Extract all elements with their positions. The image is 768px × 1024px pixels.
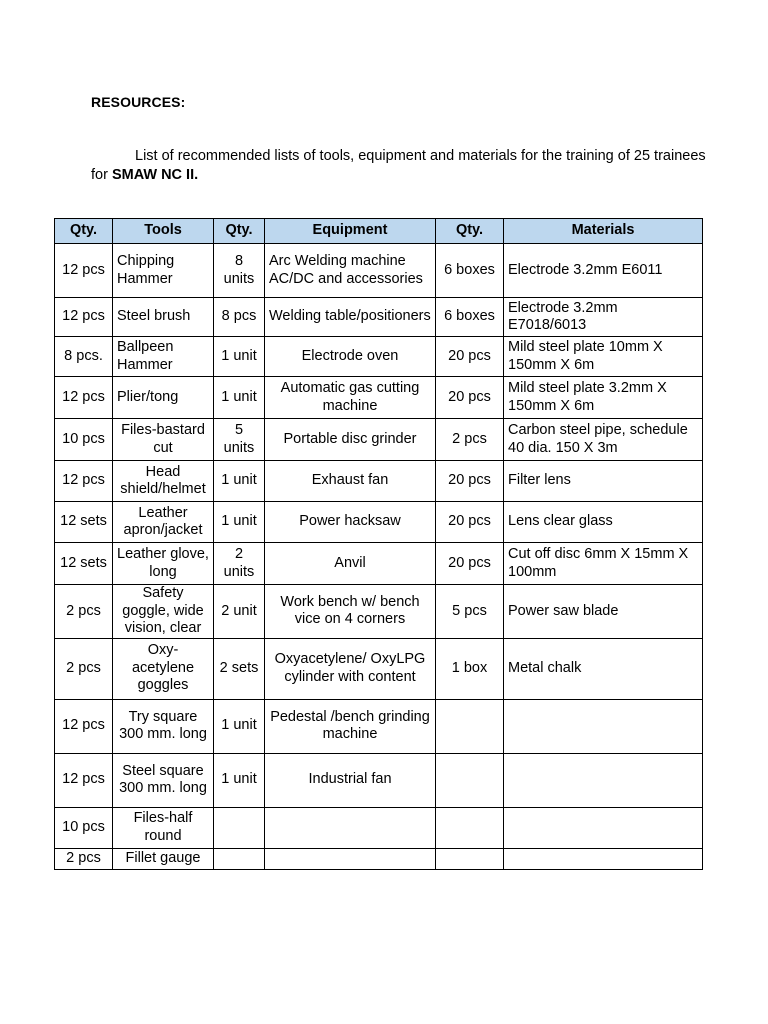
cell-tool: Oxy-acetylene goggles (113, 638, 214, 699)
cell-equipment: Industrial fan (265, 753, 436, 807)
cell-material: Metal chalk (504, 638, 703, 699)
cell-equipment-qty (214, 807, 265, 848)
table-row (55, 377, 703, 419)
cell-tool: Steel square 300 mm. long (113, 753, 214, 807)
cell-tools-qty: 12 sets (55, 543, 113, 585)
cell-equipment-qty: 1 unit (214, 337, 265, 377)
cell-equipment: Arc Welding machine AC/DC and accessories (265, 244, 436, 298)
cell-materials-qty: 20 pcs (436, 461, 504, 502)
cell-equipment-qty: 2 units (214, 543, 265, 585)
intro-text: List of recommended lists of tools, equipment and materials for the training of 25 trainees for (91, 148, 706, 183)
cell-material (504, 699, 703, 753)
cell-equipment: Electrode oven (265, 337, 436, 377)
cell-materials-qty: 1 box (436, 638, 504, 699)
cell-tools-qty: 12 pcs (55, 244, 113, 298)
table-row (55, 543, 703, 585)
cell-tools-qty: 2 pcs (55, 585, 113, 639)
cell-equipment: Work bench w/ bench vice on 4 corners (265, 585, 436, 639)
cell-equipment-qty: 8 units (214, 244, 265, 298)
cell-equipment-qty: 1 unit (214, 753, 265, 807)
cell-materials-qty: 6 boxes (436, 244, 504, 298)
cell-materials-qty: 5 pcs (436, 585, 504, 639)
cell-material: Power saw blade (504, 585, 703, 639)
table-row (55, 461, 703, 502)
cell-materials-qty: 6 boxes (436, 298, 504, 337)
cell-equipment: Welding table/positioners (265, 298, 436, 337)
cell-equipment: Exhaust fan (265, 461, 436, 502)
cell-materials-qty (436, 699, 504, 753)
table-row (55, 585, 703, 639)
cell-tools-qty: 10 pcs (55, 419, 113, 461)
header-tools: Tools (113, 219, 214, 244)
cell-equipment-qty: 1 unit (214, 699, 265, 753)
cell-equipment-qty: 2 sets (214, 638, 265, 699)
cell-material (504, 807, 703, 848)
cell-materials-qty: 20 pcs (436, 337, 504, 377)
cell-material: Lens clear glass (504, 502, 703, 543)
cell-tool: Try square 300 mm. long (113, 699, 214, 753)
cell-tool: Ballpeen Hammer (113, 337, 214, 377)
cell-tool: Chipping Hammer (113, 244, 214, 298)
header-materials: Materials (504, 219, 703, 244)
intro-qualification: SMAW NC II. (111, 166, 199, 183)
cell-equipment-qty: 1 unit (214, 461, 265, 502)
cell-equipment: Automatic gas cutting machine (265, 377, 436, 419)
cell-equipment-qty: 8 pcs (214, 298, 265, 337)
cell-equipment (265, 807, 436, 848)
cell-equipment: Pedestal /bench grinding machine (265, 699, 436, 753)
cell-material: Mild steel plate 3.2mm X 150mm X 6m (504, 377, 703, 419)
cell-tools-qty: 12 pcs (55, 699, 113, 753)
cell-tools-qty: 2 pcs (55, 638, 113, 699)
cell-material: Electrode 3.2mm E7018/6013 (504, 298, 703, 337)
table-body (55, 244, 703, 870)
cell-tool: Leather apron/jacket (113, 502, 214, 543)
intro-paragraph (91, 147, 711, 184)
cell-materials-qty: 20 pcs (436, 377, 504, 419)
cell-tools-qty: 12 pcs (55, 298, 113, 337)
table-row (55, 298, 703, 337)
cell-tools-qty: 12 pcs (55, 377, 113, 419)
section-heading: RESOURCES: (91, 94, 186, 110)
cell-material (504, 753, 703, 807)
cell-material: Electrode 3.2mm E6011 (504, 244, 703, 298)
header-equipment-qty: Qty. (214, 219, 265, 244)
cell-tool: Leather glove, long (113, 543, 214, 585)
table-row (55, 244, 703, 298)
header-materials-qty: Qty. (436, 219, 504, 244)
cell-material (504, 848, 703, 869)
cell-materials-qty (436, 807, 504, 848)
table-row (55, 753, 703, 807)
cell-equipment-qty: 1 unit (214, 502, 265, 543)
cell-equipment-qty: 2 unit (214, 585, 265, 639)
cell-material: Cut off disc 6mm X 15mm X 100mm (504, 543, 703, 585)
table-row (55, 699, 703, 753)
cell-equipment-qty (214, 848, 265, 869)
cell-tool: Fillet gauge (113, 848, 214, 869)
cell-tools-qty: 12 sets (55, 502, 113, 543)
table-row (55, 337, 703, 377)
resources-table (54, 218, 703, 870)
cell-tools-qty: 10 pcs (55, 807, 113, 848)
cell-tool: Head shield/helmet (113, 461, 214, 502)
table-header (55, 219, 703, 244)
cell-tools-qty: 8 pcs. (55, 337, 113, 377)
header-equipment: Equipment (265, 219, 436, 244)
cell-equipment: Anvil (265, 543, 436, 585)
cell-equipment: Power hacksaw (265, 502, 436, 543)
header-row (55, 219, 703, 244)
table-row (55, 848, 703, 869)
cell-equipment: Oxyacetylene/ OxyLPG cylinder with content (265, 638, 436, 699)
table-row (55, 419, 703, 461)
table-row (55, 502, 703, 543)
cell-materials-qty (436, 753, 504, 807)
cell-tool: Safety goggle, wide vision, clear (113, 585, 214, 639)
header-tools-qty: Qty. (55, 219, 113, 244)
cell-tools-qty: 12 pcs (55, 753, 113, 807)
cell-materials-qty (436, 848, 504, 869)
table-row (55, 807, 703, 848)
cell-materials-qty: 20 pcs (436, 502, 504, 543)
table-row (55, 638, 703, 699)
cell-equipment (265, 848, 436, 869)
cell-material: Carbon steel pipe, schedule 40 dia. 150 X 3m (504, 419, 703, 461)
cell-tools-qty: 12 pcs (55, 461, 113, 502)
cell-materials-qty: 20 pcs (436, 543, 504, 585)
cell-equipment: Portable disc grinder (265, 419, 436, 461)
cell-material: Mild steel plate 10mm X 150mm X 6m (504, 337, 703, 377)
cell-tool: Plier/tong (113, 377, 214, 419)
cell-material: Filter lens (504, 461, 703, 502)
cell-equipment-qty: 5 units (214, 419, 265, 461)
cell-tool: Files-bastard cut (113, 419, 214, 461)
cell-equipment-qty: 1 unit (214, 377, 265, 419)
cell-tool: Steel brush (113, 298, 214, 337)
cell-tool: Files-half round (113, 807, 214, 848)
cell-tools-qty: 2 pcs (55, 848, 113, 869)
cell-materials-qty: 2 pcs (436, 419, 504, 461)
